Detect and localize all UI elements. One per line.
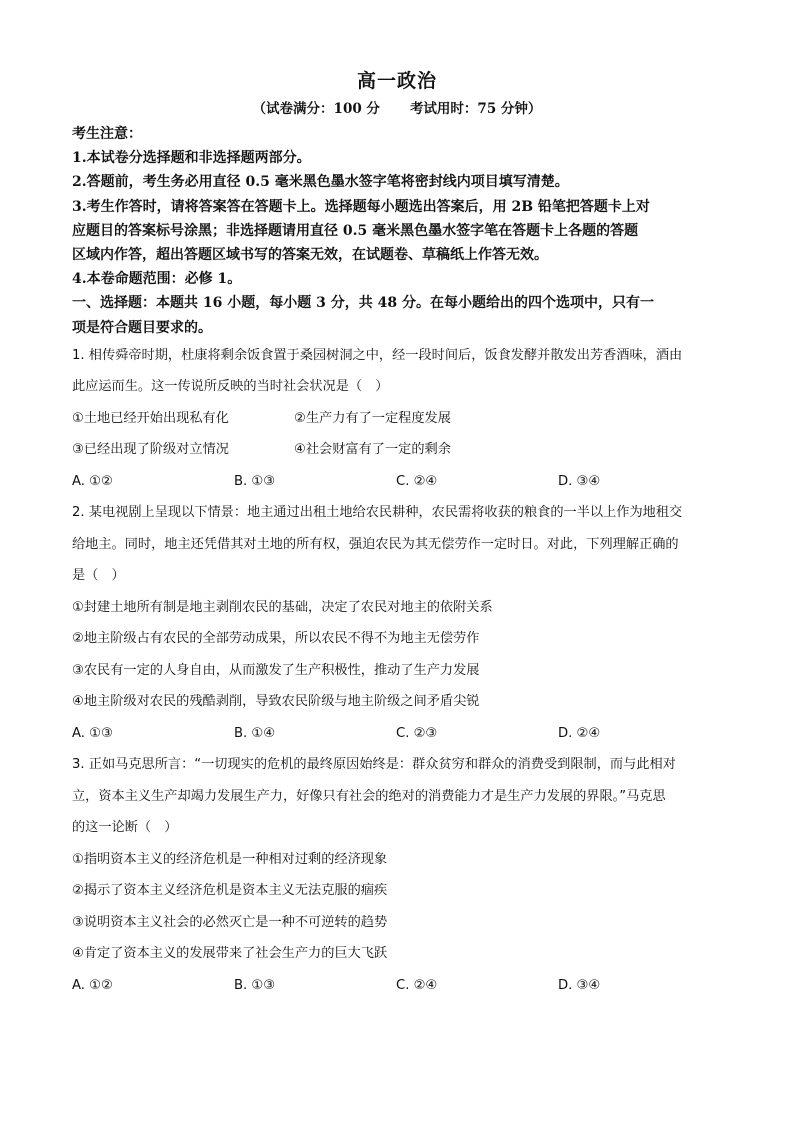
- question-2: [72, 497, 722, 749]
- notice-line: 3.考生作答时，请将答案答在答题卡上。选择题每小题选出答案后，用 2B 铅笔把答题卡上对: [72, 198, 650, 215]
- choice-b: B. ①④: [234, 725, 276, 741]
- choice-d: D. ③④: [558, 473, 601, 489]
- notice-line: 4.本卷命题范围：必修 1。: [72, 271, 242, 288]
- question-1: [72, 340, 722, 498]
- choice-row: [72, 970, 722, 1002]
- choice-a: A. ①②: [72, 977, 113, 993]
- notice-line: 应题目的答案标号涂黑；非选择题请用直径 0.5 毫米黑色墨水签字笔在答题卡上各题的答题: [72, 222, 639, 239]
- question-stem: 立，资本主义生产却竭力发展生产力，好像只有社会的绝对的消费能力才是生产力发展的界限。”马克思: [72, 788, 666, 804]
- question-stem: 2. 某电视剧上呈现以下情景：地主通过出租土地给农民耕种，农民需将收获的粮食的一半以上作为地租交: [72, 505, 683, 521]
- question-stem: 3. 正如马克思所言：“一切现实的危机的最终原因始终是：群众贫穷和群众的消费受到限制，而与此相对: [72, 757, 676, 773]
- statement-item: ③已经出现了阶级对立情况: [72, 442, 229, 458]
- choice-d: D. ②④: [558, 725, 601, 741]
- notice-line: 区域内作答，超出答题区域书写的答案无效，在试题卷、草稿纸上作答无效。: [72, 247, 548, 264]
- choice-a: A. ①③: [72, 725, 113, 741]
- statement-item: ①封建土地所有制是地主剥削农民的基础，决定了农民对地主的依附关系: [72, 599, 493, 615]
- question-3: [72, 749, 722, 1001]
- section-heading: 一、选择题：本题共 16 小题，每小题 3 分，共 48 分。在每小题给出的四个选项中，只有一 项是符合题目要求的。: [72, 295, 654, 336]
- question-stem: 1. 相传舜帝时期，杜康将剩余饭食置于桑园树洞之中，经一段时间后，饭食发酵并散发出芳香酒味，酒由: [72, 347, 683, 363]
- statement-item: ①指明资本主义的经济危机是一种相对过剩的经济现象: [72, 851, 388, 867]
- question-stem: 的这一论断（ ）: [72, 820, 178, 836]
- choice-row: [72, 466, 722, 498]
- statement-row: [72, 403, 722, 435]
- exam-page: [72, 66, 722, 1001]
- question-stem: 给地主。同时，地主还凭借其对土地的所有权，强迫农民为其无偿劳作一定时日。对此，下列理解正确的: [72, 536, 679, 552]
- statement-item: ④地主阶级对农民的残酷剥削，导致农民阶级与地主阶级之间矛盾尖锐: [72, 694, 480, 710]
- question-stem: 是（ ）: [72, 568, 125, 584]
- question-stem: 此应运而生。这一传说所反映的当时社会状况是（ ）: [72, 379, 389, 395]
- statement-item: ②地主阶级占有农民的全部劳动成果，所以农民不得不为地主无偿劳作: [72, 631, 480, 647]
- statement-item: ④社会财富有了一定的剩余: [294, 442, 451, 458]
- notice-heading: 考生注意：: [72, 126, 142, 142]
- statement-row: [72, 434, 722, 466]
- notice-line: 1.本试卷分选择题和非选择题两部分。: [72, 150, 311, 167]
- notice-block: [72, 122, 722, 291]
- choice-c: C. ②④: [396, 473, 438, 489]
- statement-item: ②揭示了资本主义经济危机是资本主义无法克服的痼疾: [72, 883, 388, 899]
- statement-item: ②生产力有了一定程度发展: [294, 410, 451, 426]
- statement-item: ④肯定了资本主义的发展带来了社会生产力的巨大飞跃: [72, 946, 388, 962]
- full-score: （试卷满分：100 分: [252, 101, 380, 117]
- choice-row: [72, 718, 722, 750]
- exam-subtitle: [72, 96, 722, 122]
- statement-item: ③农民有一定的人身自由，从而激发了生产积极性，推动了生产力发展: [72, 662, 480, 678]
- choice-d: D. ③④: [558, 977, 601, 993]
- exam-title: 高一政治: [356, 70, 437, 92]
- statement-item: ①土地已经开始出现私有化: [72, 410, 229, 426]
- choice-b: B. ①③: [234, 473, 276, 489]
- notice-line: 2.答题前，考生务必用直径 0.5 毫米黑色墨水签字笔将密封线内项目填写清楚。: [72, 174, 569, 191]
- choice-c: C. ②④: [396, 977, 438, 993]
- choice-b: B. ①③: [234, 977, 276, 993]
- choice-c: C. ②③: [396, 725, 438, 741]
- statement-item: ③说明资本主义社会的必然灭亡是一种不可逆转的趋势: [72, 914, 388, 930]
- exam-time: 考试用时：75 分钟）: [409, 101, 542, 117]
- choice-a: A. ①②: [72, 473, 113, 489]
